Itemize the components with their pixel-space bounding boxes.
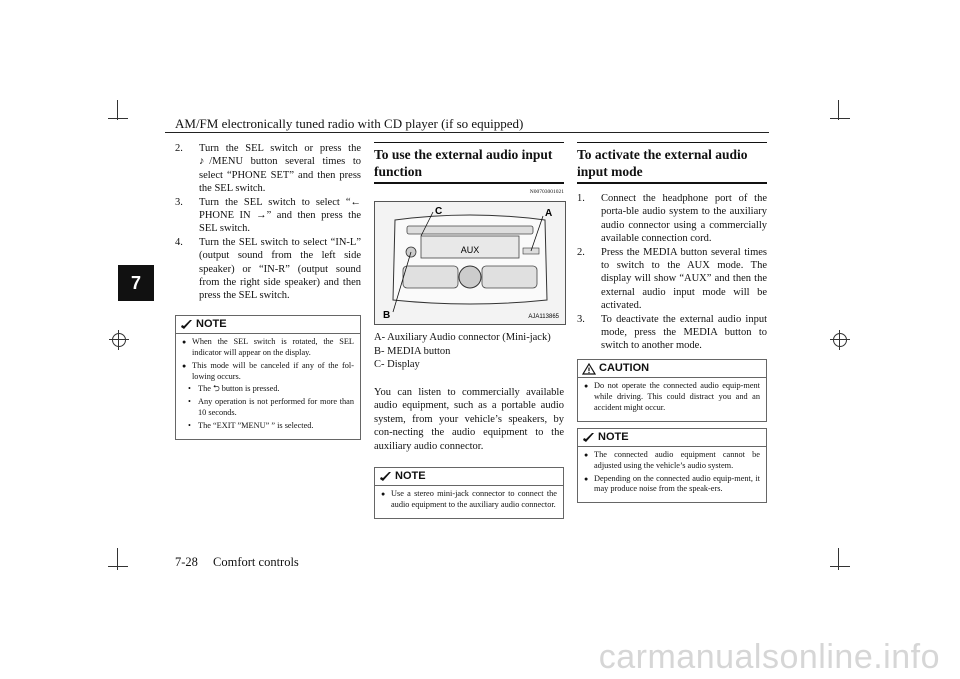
- column-2: [374, 142, 564, 519]
- registration-mark: [833, 333, 847, 347]
- crop-mark: [108, 566, 128, 567]
- paragraph: You can listen to commercially available audio equipment, such as a portable audio system, from your vehicle’s speakers, by con-necting the audio equipment to the auxiliary audio connector.: [374, 386, 564, 452]
- crop-mark: [838, 100, 839, 120]
- watermark: carmanualsonline.info: [598, 638, 940, 676]
- note-sub: • Any operation is not performed for more than 10 seconds.: [188, 397, 354, 418]
- volume-knob: [459, 266, 481, 288]
- legend-item: C- Display: [374, 359, 420, 371]
- note-box: [577, 428, 767, 504]
- footer-section: Comfort controls: [213, 555, 299, 569]
- note-header: NOTE: [176, 316, 360, 334]
- audio-unit-figure: [374, 201, 566, 325]
- note-box: [374, 467, 564, 519]
- display-text: AUX: [460, 245, 480, 256]
- column-3: [577, 142, 767, 503]
- caution-box: [577, 359, 767, 422]
- page-footer: [175, 555, 311, 570]
- step: 1. Connect the headphone port of the porta-ble audio system to the auxiliary audio connector using a commercially available connection cord.: [577, 193, 767, 245]
- section-title: To use the external audio input function: [374, 146, 564, 184]
- figure-label-a: A: [545, 208, 553, 220]
- figure-label-c: C: [435, 206, 443, 218]
- note-bullet: ● When the SEL switch is rotated, the SEL indicator will appear on the display.: [182, 337, 354, 359]
- crop-mark: [830, 118, 850, 119]
- step: 4. Turn the SEL switch to select “IN-L” (output sound from the left side speaker) or “IN-R” (output sound from the right side speaker) and then press the SEL switch.: [175, 236, 361, 302]
- warning-triangle-icon: [582, 363, 596, 375]
- crop-mark: [830, 566, 850, 567]
- crop-mark: [117, 100, 118, 120]
- page-number: 7-28: [175, 555, 198, 569]
- step: 3. To deactivate the external audio input mode, press the MEDIA button to switch to another mode.: [577, 313, 767, 352]
- note-bullet: ● This mode will be canceled if any of the fol-lowing occurs.: [182, 361, 354, 383]
- legend-item: B- MEDIA button: [374, 345, 451, 357]
- header-title: AM/FM electronically tuned radio with CD player (if so equipped): [175, 116, 524, 131]
- note-sub: • The “EXIT ”MENU” ” is selected.: [188, 420, 314, 430]
- note-icon: [379, 471, 392, 482]
- note-bullet: ● Use a stereo mini-jack connector to connect the audio equipment to the auxiliary audio connector.: [381, 489, 557, 511]
- note-icon: [180, 319, 193, 330]
- legend-item: A- Auxiliary Audio connector (Mini-jack): [374, 332, 551, 344]
- header-rule: [165, 132, 769, 133]
- note-bullet: ● Depending on the connected audio equip-ment, it may produce noise from the speak-ers.: [584, 474, 760, 496]
- note-header: NOTE: [578, 429, 766, 447]
- note-icon: [582, 432, 595, 443]
- figure-id: AJA113865: [528, 314, 559, 321]
- step: 3. Turn the SEL switch to select “← PHONE IN →” and then press the SEL switch.: [175, 196, 361, 235]
- column-1: [175, 142, 361, 440]
- step: 2. Press the MEDIA button several times to switch to the AUX mode. The display will show “AUX” and then the external audio input mode will be activated.: [577, 246, 767, 312]
- note-bullet: ● The connected audio equipment cannot be adjusted using the vehicle’s audio system.: [584, 450, 760, 472]
- section-title: To activate the external audio input mode: [577, 146, 767, 184]
- figure-label-b: B: [383, 310, 391, 322]
- note-box: [175, 315, 361, 440]
- doc-code: N00703001021: [529, 189, 564, 195]
- note-header: NOTE: [375, 468, 563, 486]
- chapter-tab: 7: [118, 265, 154, 301]
- registration-mark: [112, 333, 126, 347]
- crop-mark: [108, 118, 128, 119]
- note-sub: • The ⮌ button is pressed.: [188, 384, 280, 394]
- step: 2. Turn the SEL switch or press the ♪/MENU button several times to select “PHONE SET” and then press the SEL switch.: [175, 143, 361, 195]
- caution-bullet: ● Do not operate the connected audio equip-ment while driving. This could distract you and an accident might occur.: [584, 381, 760, 413]
- caution-header: CAUTION: [578, 360, 766, 378]
